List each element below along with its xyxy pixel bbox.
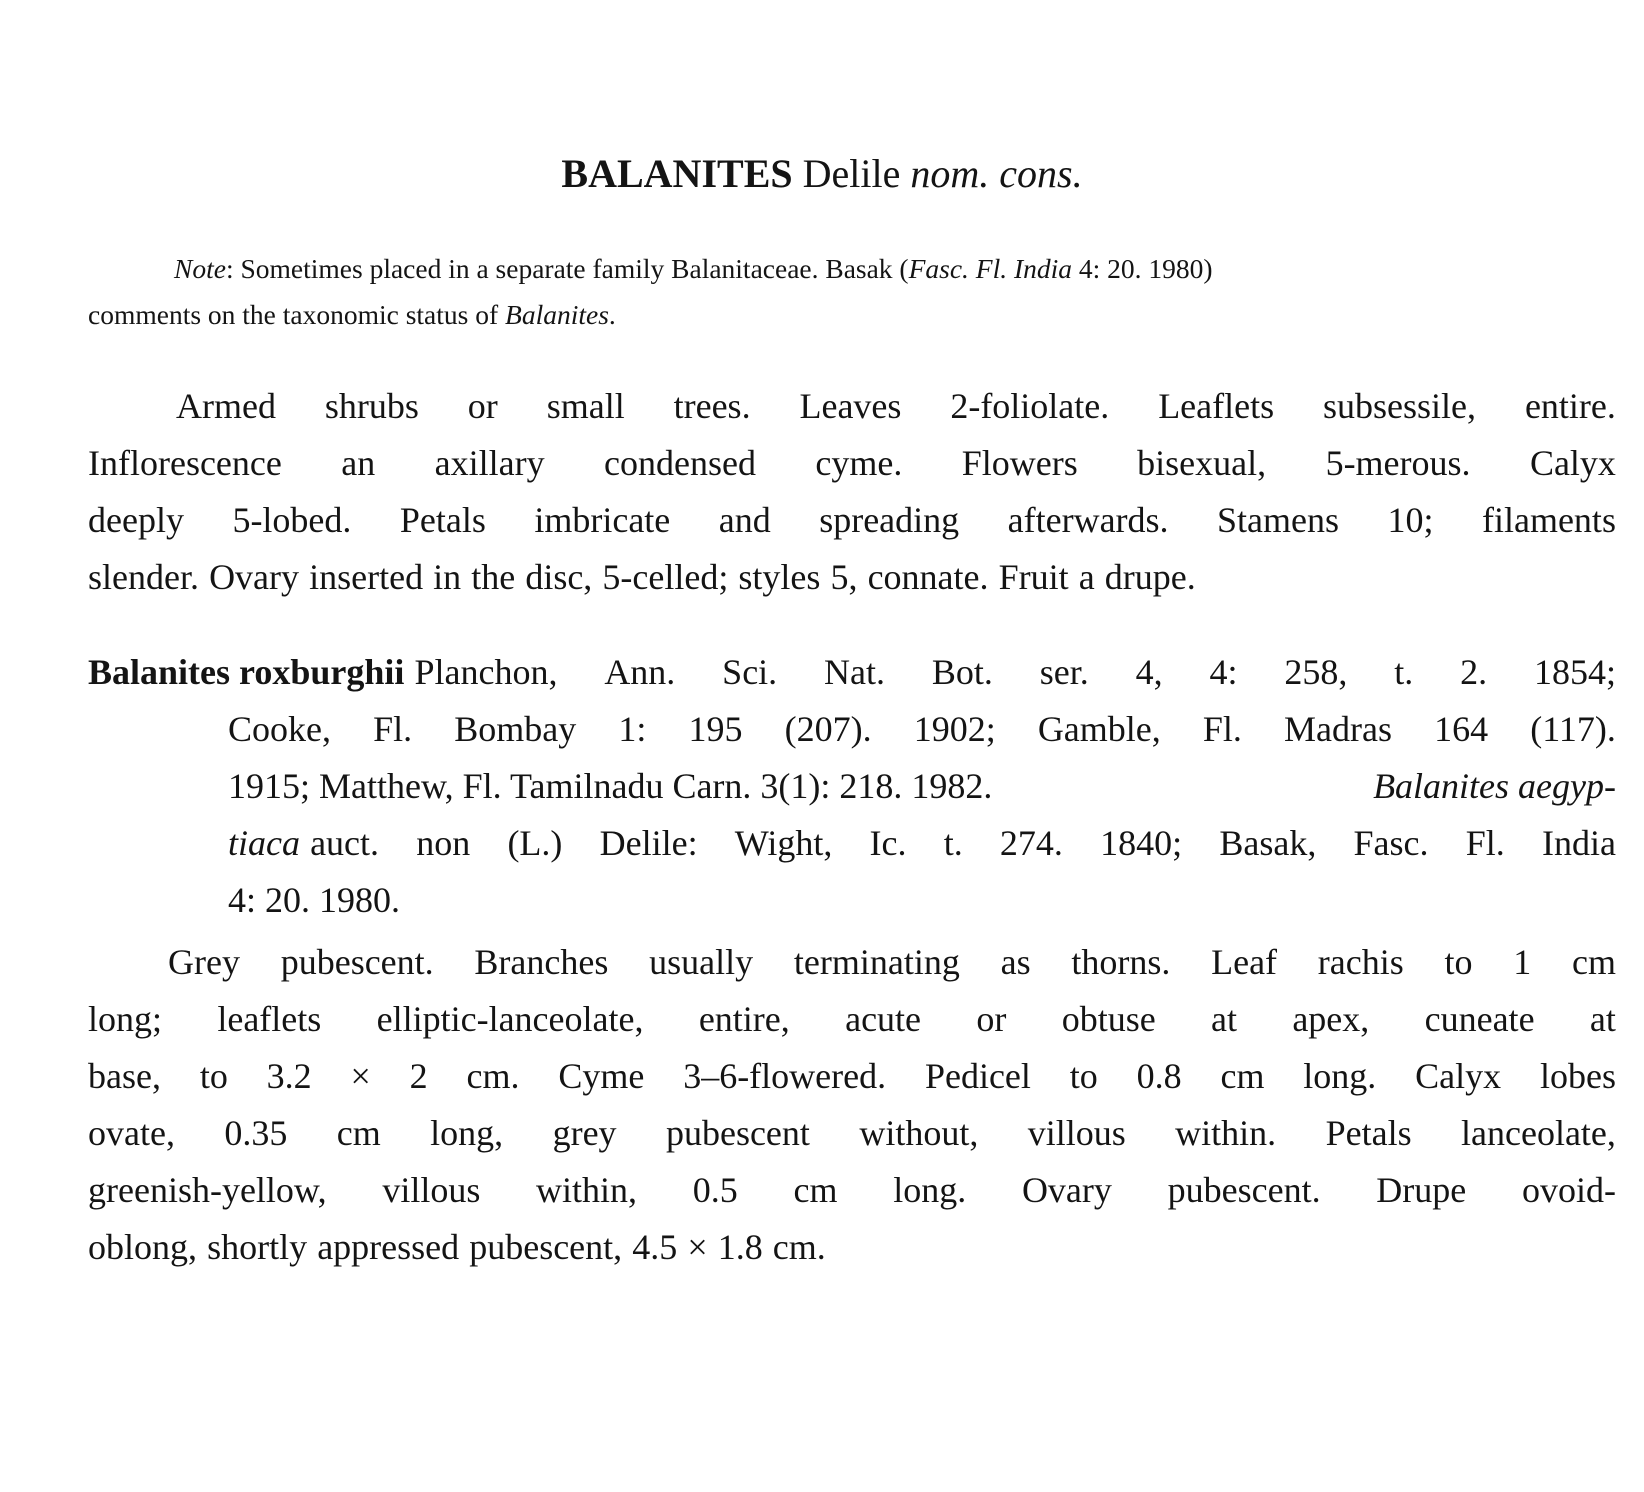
- species-citation-3: 1915; Matthew, Fl. Tamilnadu Carn. 3(1): 218. 1982.: [228, 766, 993, 806]
- word: Leaf: [1211, 942, 1278, 982]
- species-description-line: [88, 1219, 1616, 1276]
- word: drupe.: [1104, 557, 1196, 597]
- word: ser.: [1039, 652, 1089, 692]
- word: cm.: [772, 1227, 826, 1267]
- word: Bot.: [931, 652, 993, 692]
- word: Gamble,: [1037, 709, 1161, 749]
- word: 5-merous.: [1325, 443, 1471, 483]
- word: Calyx: [1529, 443, 1616, 483]
- word: obtuse: [1061, 999, 1156, 1039]
- word: 274.: [999, 823, 1063, 863]
- word: deeply: [88, 500, 184, 540]
- word: (207).: [784, 709, 872, 749]
- word: and: [718, 500, 771, 540]
- word: pubescent.: [280, 942, 434, 982]
- word: Cyme: [558, 1056, 645, 1096]
- species-citation-line: [88, 758, 1616, 815]
- word: inserted: [309, 557, 424, 597]
- word: 5-lobed.: [232, 500, 352, 540]
- word: base,: [88, 1056, 161, 1096]
- word: Leaves: [799, 386, 902, 426]
- word: Ic.: [869, 823, 907, 863]
- word: apex,: [1292, 999, 1370, 1039]
- word: Ovary: [209, 557, 300, 597]
- word: long;: [88, 999, 163, 1039]
- word: at: [1211, 999, 1237, 1039]
- word: leaflets: [217, 999, 322, 1039]
- word: or: [467, 386, 498, 426]
- genus-description-line: [88, 492, 1616, 549]
- word: 0.35: [224, 1113, 288, 1153]
- word: lobes: [1540, 1056, 1616, 1096]
- word: Bombay: [454, 709, 577, 749]
- word: 5,: [830, 557, 858, 597]
- word: ovoid-: [1521, 1170, 1616, 1210]
- word: Stamens: [1217, 500, 1340, 540]
- word: imbricate: [534, 500, 671, 540]
- word: long.: [893, 1170, 967, 1210]
- word: long,: [430, 1113, 504, 1153]
- word: as: [1000, 942, 1031, 982]
- word: acute: [845, 999, 922, 1039]
- word: cm: [793, 1170, 838, 1210]
- genus-name: BALANITES: [561, 151, 793, 196]
- word: trees.: [673, 386, 751, 426]
- word: Planchon,: [414, 652, 558, 692]
- species-citation-5: 4: 20. 1980.: [228, 880, 401, 920]
- word: Fasc.: [1353, 823, 1429, 863]
- word: styles: [738, 557, 821, 597]
- species-description: [88, 934, 1616, 1276]
- word: Sci.: [722, 652, 778, 692]
- word: 10;: [1387, 500, 1434, 540]
- word: small: [546, 386, 625, 426]
- word: 1: [1513, 942, 1532, 982]
- word: axillary: [434, 443, 545, 483]
- word: the: [471, 557, 516, 597]
- word: 2: [409, 1056, 428, 1096]
- note-reference-detail: 4: 20. 1980): [1072, 253, 1213, 284]
- word: Delile:: [599, 823, 698, 863]
- word: disc,: [525, 557, 593, 597]
- word: in: [433, 557, 462, 597]
- word: ovate,: [88, 1113, 175, 1153]
- genus-heading: [0, 150, 1644, 198]
- word: Petals: [399, 500, 486, 540]
- word: pubescent,: [469, 1227, 623, 1267]
- word: cm: [1220, 1056, 1265, 1096]
- word: Armed: [176, 386, 276, 426]
- note-line-2: comments on the taxonomic status of: [88, 299, 506, 330]
- word: Inflorescence: [88, 443, 282, 483]
- word: filaments: [1481, 500, 1616, 540]
- word: 4.5: [632, 1227, 678, 1267]
- word: (117).: [1530, 709, 1616, 749]
- nomenclature-status: nom. cons.: [910, 151, 1083, 196]
- word: Branches: [474, 942, 609, 982]
- word: at: [1589, 999, 1616, 1039]
- word: villous: [1027, 1113, 1126, 1153]
- word: entire,: [698, 999, 790, 1039]
- species-entry: [88, 644, 1616, 929]
- word: 3.2: [266, 1056, 312, 1096]
- word: 1840;: [1100, 823, 1183, 863]
- word: Nat.: [824, 652, 886, 692]
- word: oblong,: [88, 1227, 198, 1267]
- word: thorns.: [1071, 942, 1171, 982]
- word: slender.: [88, 557, 199, 597]
- word: 1.8: [717, 1227, 763, 1267]
- word: Fl.: [1202, 709, 1242, 749]
- genus-description-line: [88, 378, 1616, 435]
- species-description-line: [88, 1048, 1616, 1105]
- word: shrubs: [324, 386, 419, 426]
- word: afterwards.: [1007, 500, 1169, 540]
- genus-description-line: [88, 435, 1616, 492]
- word: cm: [336, 1113, 381, 1153]
- species-citation-line: [88, 815, 1616, 872]
- species-citation-2: [228, 701, 1616, 758]
- word: Grey: [168, 942, 240, 982]
- word: to: [199, 1056, 228, 1096]
- word: 1:: [618, 709, 647, 749]
- word: 2-foliolate.: [950, 386, 1110, 426]
- word: Madras: [1284, 709, 1392, 749]
- word: 195: [688, 709, 743, 749]
- word: greenish-yellow,: [88, 1170, 327, 1210]
- word: Drupe: [1376, 1170, 1467, 1210]
- genus-description-line: [88, 549, 1616, 606]
- species-description-line: [88, 991, 1616, 1048]
- word: entire.: [1524, 386, 1616, 426]
- word: 1902;: [913, 709, 996, 749]
- word: villous: [382, 1170, 481, 1210]
- word: 0.5: [692, 1170, 738, 1210]
- word: connate.: [867, 557, 989, 597]
- word: 3–6-flowered.: [683, 1056, 887, 1096]
- word: condensed: [604, 443, 756, 483]
- word: cm.: [466, 1056, 520, 1096]
- word: Basak,: [1219, 823, 1317, 863]
- word: t.: [943, 823, 963, 863]
- word: Flowers: [961, 443, 1078, 483]
- word: grey: [552, 1113, 617, 1153]
- word: within,: [536, 1170, 638, 1210]
- word: terminating: [793, 942, 960, 982]
- word: t.: [1394, 652, 1414, 692]
- species-description-line: [88, 1105, 1616, 1162]
- word: (L.): [507, 823, 563, 863]
- word: usually: [649, 942, 754, 982]
- word: a: [1078, 557, 1095, 597]
- species-citation-4: [310, 815, 1616, 872]
- word: pubescent.: [1167, 1170, 1321, 1210]
- word: an: [341, 443, 376, 483]
- word: 5-celled;: [602, 557, 729, 597]
- species-name: Balanites roxburghii: [88, 652, 405, 692]
- word: 164: [1434, 709, 1489, 749]
- word: Wight,: [734, 823, 833, 863]
- species-description-line: [88, 934, 1616, 991]
- word: to: [1069, 1056, 1098, 1096]
- word: long.: [1303, 1056, 1377, 1096]
- word: cyme.: [815, 443, 903, 483]
- species-citation-line: [88, 644, 1616, 701]
- word: ×: [687, 1227, 708, 1267]
- genus-author: Delile: [802, 151, 901, 196]
- word: elliptic-lanceolate,: [376, 999, 644, 1039]
- word: within.: [1175, 1113, 1277, 1153]
- word: cm: [1572, 942, 1616, 982]
- word: Fruit: [998, 557, 1069, 597]
- word: lanceolate,: [1461, 1113, 1616, 1153]
- word: Calyx: [1415, 1056, 1502, 1096]
- word: spreading: [819, 500, 960, 540]
- word: or: [976, 999, 1007, 1039]
- word: 1854;: [1533, 652, 1616, 692]
- species-description-line: [88, 1162, 1616, 1219]
- word: bisexual,: [1137, 443, 1267, 483]
- species-citation-1: [414, 644, 1616, 701]
- word: Leaflets: [1158, 386, 1275, 426]
- word: cuneate: [1424, 999, 1535, 1039]
- word: non: [416, 823, 471, 863]
- taxonomic-note: [88, 246, 1616, 338]
- species-citation-line: [88, 701, 1616, 758]
- word: India: [1541, 823, 1616, 863]
- word: subsessile,: [1323, 386, 1477, 426]
- note-label: Note: [174, 253, 226, 284]
- word: appressed: [317, 1227, 460, 1267]
- word: Cooke,: [228, 709, 331, 749]
- word: shortly: [207, 1227, 308, 1267]
- word: auct.: [310, 823, 380, 863]
- word: 2.: [1460, 652, 1488, 692]
- note-text: : Sometimes placed in a separate family Balanitaceae. Basak (: [225, 253, 909, 284]
- word: Ann.: [604, 652, 676, 692]
- word: Pedicel: [924, 1056, 1031, 1096]
- word: Fl.: [1465, 823, 1505, 863]
- word: pubescent: [665, 1113, 810, 1153]
- genus-description: [88, 378, 1616, 606]
- note-reference-title: Fasc. Fl. India: [908, 253, 1073, 284]
- word: 4,: [1135, 652, 1163, 692]
- note-line-2-end: .: [608, 299, 616, 330]
- note-genus-italic: Balanites: [505, 299, 609, 330]
- species-citation-line: [88, 872, 1616, 929]
- word: Petals: [1325, 1113, 1412, 1153]
- word: 4:: [1209, 652, 1238, 692]
- synonym-name-part-2: tiaca: [228, 823, 300, 863]
- word: Fl.: [373, 709, 413, 749]
- word: 0.8: [1136, 1056, 1182, 1096]
- word: Ovary: [1021, 1170, 1112, 1210]
- word: ×: [350, 1056, 371, 1096]
- word: without,: [859, 1113, 979, 1153]
- word: to: [1444, 942, 1473, 982]
- synonym-name-part-1: Balanites aegyp-: [1373, 766, 1616, 806]
- word: 258,: [1284, 652, 1348, 692]
- word: rachis: [1317, 942, 1404, 982]
